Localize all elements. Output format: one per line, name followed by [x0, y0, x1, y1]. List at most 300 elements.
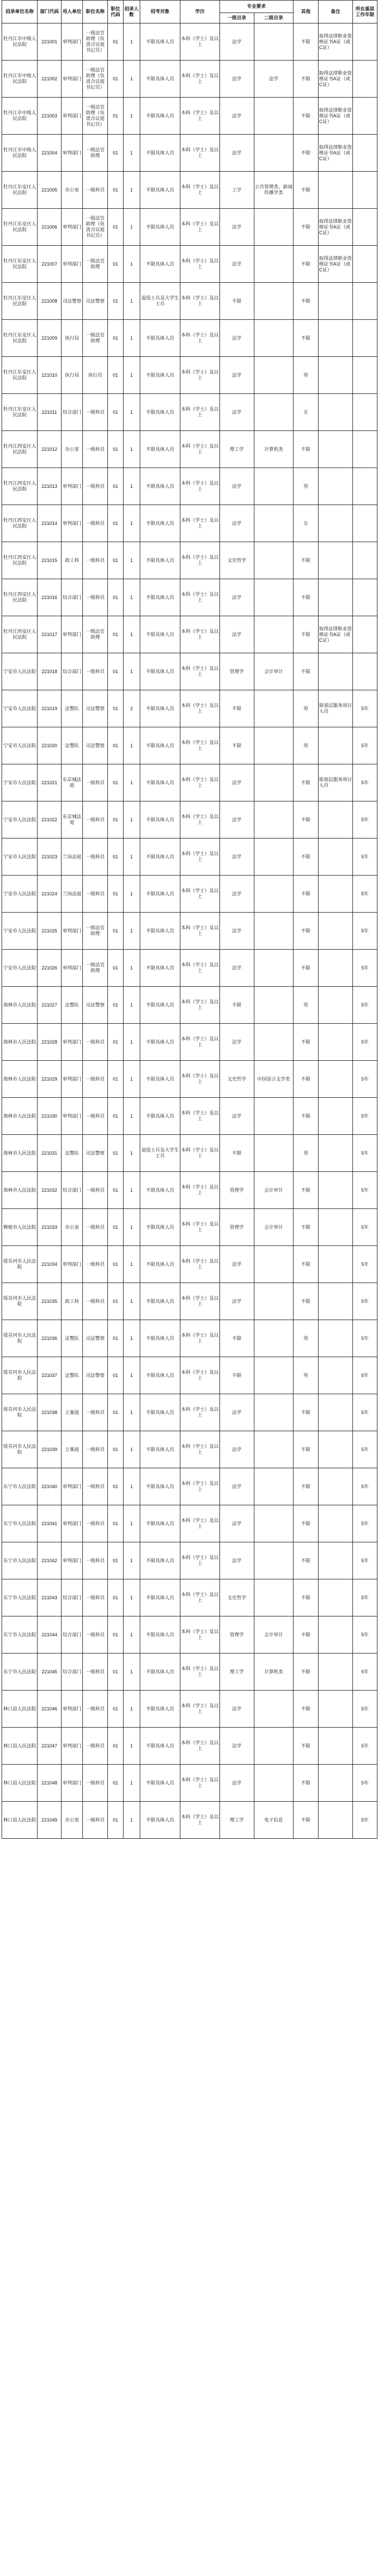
cell-edu: 本科（学士）及以上 [180, 135, 219, 172]
cell-unit: 东宁市人民法院 [2, 1654, 38, 1691]
cell-pos-code: 01 [108, 1394, 124, 1431]
cell-count: 1 [123, 1061, 140, 1098]
cell-other: 不限 [294, 1394, 319, 1431]
cell-major2 [254, 690, 293, 727]
cell-extra: 5年 [353, 1654, 377, 1691]
cell-extra [353, 135, 377, 172]
cell-other: 不限 [294, 320, 319, 357]
cell-major1: 法学 [219, 1283, 254, 1320]
table-body [2, 23, 377, 1839]
cell-major2 [254, 1728, 293, 1765]
cell-unit: 牡丹江西安区人民法院 [2, 468, 38, 505]
cell-other: 女 [294, 394, 319, 431]
table-row [2, 98, 377, 135]
cell-other: 不限 [294, 61, 319, 98]
cell-unit-code: 221040 [38, 1468, 62, 1505]
cell-unit-code: 221016 [38, 579, 62, 616]
cell-other: 男 [294, 357, 319, 394]
cell-pos: 一级科员 [83, 1654, 108, 1691]
cell-unit-code: 221010 [38, 357, 62, 394]
cell-unit-code: 221025 [38, 913, 62, 950]
cell-org: 审判部门 [62, 1691, 83, 1728]
cell-major1: 法学 [219, 1394, 254, 1431]
cell-major2: 会计审计 [254, 1172, 293, 1209]
cell-extra: 5年 [353, 1283, 377, 1320]
cell-org: 办公室 [62, 431, 83, 468]
cell-unit: 牡丹江东安区人民法院 [2, 283, 38, 320]
cell-edu: 本科（学士）及以上 [180, 1098, 219, 1135]
cell-pos-code: 01 [108, 431, 124, 468]
cell-pos: 一级法官助理（负责合议庭书记员） [83, 98, 108, 135]
cell-major1: 法学 [219, 505, 254, 542]
cell-note [318, 1320, 352, 1357]
cell-pos-code: 01 [108, 1135, 124, 1172]
cell-extra: 5年 [353, 1431, 377, 1468]
cell-count: 1 [123, 320, 140, 357]
cell-edu: 本科（学士）及以上 [180, 468, 219, 505]
cell-target: 不限具体人员 [140, 1357, 180, 1394]
cell-note: 限基层服务项目人员 [318, 764, 352, 801]
cell-major1: 管理学 [219, 1172, 254, 1209]
cell-major2: 会计审计 [254, 1616, 293, 1654]
cell-pos: 一级科员 [83, 1283, 108, 1320]
cell-note: 取得法律职业资格证书A证（或C证） [318, 135, 352, 172]
cell-unit-code: 221042 [38, 1542, 62, 1579]
cell-major2 [254, 1394, 293, 1431]
cell-target: 不限具体人员 [140, 61, 180, 98]
cell-target: 不限具体人员 [140, 320, 180, 357]
cell-major1: 法学 [219, 579, 254, 616]
cell-pos-code: 01 [108, 98, 124, 135]
table-row [2, 505, 377, 542]
cell-extra: 5年 [353, 1320, 377, 1357]
cell-pos-code: 01 [108, 987, 124, 1024]
cell-edu: 本科（学士）及以上 [180, 1579, 219, 1616]
cell-org: 审判部门 [62, 1098, 83, 1135]
cell-edu: 本科（学士）及以上 [180, 1246, 219, 1283]
cell-pos: 一级科员 [83, 394, 108, 431]
cell-note [318, 950, 352, 987]
cell-pos: 一级科员 [83, 1802, 108, 1839]
cell-target: 不限具体人员 [140, 1654, 180, 1691]
cell-edu: 本科（学士）及以上 [180, 1654, 219, 1691]
cell-target: 不限具体人员 [140, 1283, 180, 1320]
cell-pos-code: 01 [108, 1654, 124, 1691]
cell-edu: 本科（学士）及以上 [180, 1283, 219, 1320]
cell-unit: 宁安市人民法院 [2, 727, 38, 764]
cell-extra: 5年 [353, 913, 377, 950]
table-row [2, 690, 377, 727]
cell-pos-code: 01 [108, 913, 124, 950]
cell-note [318, 838, 352, 876]
cell-major2 [254, 98, 293, 135]
cell-extra [353, 394, 377, 431]
cell-extra: 5年 [353, 1691, 377, 1728]
cell-edu: 本科（学士）及以上 [180, 357, 219, 394]
cell-org: 审判部门 [62, 1505, 83, 1542]
cell-target: 不限具体人员 [140, 950, 180, 987]
cell-extra [353, 246, 377, 283]
cell-major1: 法学 [219, 1765, 254, 1802]
job-table [2, 0, 377, 1839]
cell-unit-code: 221048 [38, 1765, 62, 1802]
cell-target: 不限具体人员 [140, 1616, 180, 1654]
cell-pos-code: 01 [108, 394, 124, 431]
cell-unit-code: 221020 [38, 727, 62, 764]
cell-org: 审判部门 [62, 1728, 83, 1765]
cell-other: 不限 [294, 209, 319, 246]
cell-pos: 司法警察 [83, 690, 108, 727]
cell-target: 不限具体人员 [140, 1061, 180, 1098]
cell-pos-code: 01 [108, 135, 124, 172]
cell-pos: 一级科员 [83, 1098, 108, 1135]
cell-other: 不限 [294, 1579, 319, 1616]
cell-target: 不限具体人员 [140, 23, 180, 61]
cell-note [318, 579, 352, 616]
cell-note [318, 172, 352, 209]
cell-target: 不限具体人员 [140, 1468, 180, 1505]
cell-other: 不限 [294, 246, 319, 283]
cell-note [318, 1394, 352, 1431]
cell-major2: 会计审计 [254, 1209, 293, 1246]
cell-edu: 本科（学士）及以上 [180, 1431, 219, 1468]
cell-target: 不限具体人员 [140, 913, 180, 950]
cell-pos: 一级科员 [83, 801, 108, 838]
cell-pos: 一级科员 [83, 1394, 108, 1431]
cell-org: 政工科 [62, 1283, 83, 1320]
cell-pos: 一级科员 [83, 172, 108, 209]
cell-note [318, 913, 352, 950]
cell-major1: 理工学 [219, 1654, 254, 1691]
cell-major1: 法学 [219, 1728, 254, 1765]
cell-pos: 司法警察 [83, 1357, 108, 1394]
table-row [2, 1246, 377, 1283]
cell-other: 不限 [294, 23, 319, 61]
cell-target: 不限具体人员 [140, 394, 180, 431]
cell-major1: 不限 [219, 1135, 254, 1172]
cell-unit: 海林市人民法院 [2, 987, 38, 1024]
cell-other: 不限 [294, 431, 319, 468]
cell-major1: 法学 [219, 1542, 254, 1579]
table-row [2, 1468, 377, 1505]
cell-count: 1 [123, 1468, 140, 1505]
cell-pos-code: 01 [108, 1431, 124, 1468]
cell-edu: 本科（学士）及以上 [180, 690, 219, 727]
cell-unit: 海林市人民法院 [2, 1172, 38, 1209]
cell-note [318, 1246, 352, 1283]
cell-org: 办公室 [62, 172, 83, 209]
cell-unit: 牡丹江市中级人民法院 [2, 61, 38, 98]
cell-major2 [254, 1468, 293, 1505]
cell-major1: 法学 [219, 246, 254, 283]
cell-note [318, 505, 352, 542]
cell-pos-code: 01 [108, 61, 124, 98]
cell-unit: 林口县人民法院 [2, 1728, 38, 1765]
cell-org: 法警队 [62, 1135, 83, 1172]
cell-major2 [254, 1579, 293, 1616]
cell-pos-code: 01 [108, 1061, 124, 1098]
cell-unit-code: 221035 [38, 1283, 62, 1320]
cell-target: 不限具体人员 [140, 468, 180, 505]
cell-extra: 5年 [353, 690, 377, 727]
cell-pos-code: 01 [108, 246, 124, 283]
cell-org: 审判部门 [62, 913, 83, 950]
cell-org: 综合部门 [62, 394, 83, 431]
cell-edu: 本科（学士）及以上 [180, 1468, 219, 1505]
cell-target: 不限具体人员 [140, 431, 180, 468]
cell-major2 [254, 1505, 293, 1542]
cell-org: 审判部门 [62, 1765, 83, 1802]
cell-edu: 本科（学士）及以上 [180, 1765, 219, 1802]
cell-other: 不限 [294, 1468, 319, 1505]
cell-major2 [254, 1320, 293, 1357]
cell-pos: 一级科员 [83, 1172, 108, 1209]
cell-note [318, 1616, 352, 1654]
cell-extra: 5年 [353, 876, 377, 913]
cell-target: 不限具体人员 [140, 579, 180, 616]
cell-pos: 一级科员 [83, 1209, 108, 1246]
cell-unit-code: 221017 [38, 616, 62, 653]
cell-edu: 本科（学士）及以上 [180, 431, 219, 468]
cell-unit-code: 221049 [38, 1802, 62, 1839]
cell-pos: 司法警察 [83, 1135, 108, 1172]
cell-edu: 本科（学士）及以上 [180, 1024, 219, 1061]
cell-unit: 宁安市人民法院 [2, 950, 38, 987]
table-row [2, 1098, 377, 1135]
cell-unit-code: 221023 [38, 838, 62, 876]
cell-extra: 5年 [353, 1468, 377, 1505]
cell-major1: 法学 [219, 61, 254, 98]
cell-pos-code: 01 [108, 1246, 124, 1283]
cell-major2 [254, 1542, 293, 1579]
cell-major2 [254, 542, 293, 579]
cell-org: 审判部门 [62, 505, 83, 542]
cell-extra: 5年 [353, 764, 377, 801]
table-row [2, 1616, 377, 1654]
cell-org: 东京城法庭 [62, 801, 83, 838]
cell-major1: 法学 [219, 838, 254, 876]
cell-other: 不限 [294, 1728, 319, 1765]
cell-pos-code: 01 [108, 1320, 124, 1357]
cell-count: 1 [123, 505, 140, 542]
cell-pos-code: 01 [108, 1209, 124, 1246]
cell-note: 取得法律职业资格证书A证（或C证） [318, 209, 352, 246]
cell-major1: 法学 [219, 209, 254, 246]
cell-unit-code: 221027 [38, 987, 62, 1024]
cell-count: 1 [123, 801, 140, 838]
cell-other: 不限 [294, 653, 319, 690]
cell-major1: 不限 [219, 283, 254, 320]
cell-note: 取得法律职业资格证书A证（或C证） [318, 23, 352, 61]
cell-edu: 本科（学士）及以上 [180, 505, 219, 542]
cell-unit: 绥芬河市人民法院 [2, 1246, 38, 1283]
cell-unit-code: 221024 [38, 876, 62, 913]
cell-unit: 绥芬河市人民法院 [2, 1357, 38, 1394]
cell-major1: 法学 [219, 801, 254, 838]
cell-org: 政工科 [62, 542, 83, 579]
cell-major1: 工学 [219, 172, 254, 209]
cell-major2 [254, 505, 293, 542]
cell-major2 [254, 1283, 293, 1320]
cell-extra [353, 431, 377, 468]
cell-org: 法警队 [62, 727, 83, 764]
cell-org: 办公室 [62, 1802, 83, 1839]
cell-pos-code: 01 [108, 1765, 124, 1802]
cell-org: 审判部门 [62, 1542, 83, 1579]
cell-pos-code: 01 [108, 542, 124, 579]
cell-unit: 牡丹江东安区人民法院 [2, 394, 38, 431]
cell-unit: 牡丹江市中级人民法院 [2, 135, 38, 172]
cell-count: 1 [123, 1246, 140, 1283]
cell-edu: 本科（学士）及以上 [180, 1209, 219, 1246]
cell-other: 不限 [294, 542, 319, 579]
table-row [2, 1394, 377, 1431]
cell-pos: 一级科员 [83, 1246, 108, 1283]
cell-pos-code: 01 [108, 1802, 124, 1839]
cell-pos: 执行员 [83, 357, 108, 394]
cell-pos-code: 01 [108, 1542, 124, 1579]
cell-extra: 5年 [353, 1394, 377, 1431]
cell-extra: 5年 [353, 1802, 377, 1839]
cell-extra: 5年 [353, 1505, 377, 1542]
cell-extra: 5年 [353, 1098, 377, 1135]
table-row [2, 801, 377, 838]
cell-target: 不限具体人员 [140, 1320, 180, 1357]
cell-target: 不限具体人员 [140, 1246, 180, 1283]
cell-major1: 理工学 [219, 1802, 254, 1839]
cell-org: 审判部门 [62, 246, 83, 283]
cell-edu: 本科（学士）及以上 [180, 209, 219, 246]
cell-target: 不限具体人员 [140, 1024, 180, 1061]
cell-edu: 本科（学士）及以上 [180, 1802, 219, 1839]
cell-pos-code: 01 [108, 690, 124, 727]
col-note: 备注 [318, 1, 352, 23]
cell-pos-code: 01 [108, 1024, 124, 1061]
cell-unit: 东宁市人民法院 [2, 1505, 38, 1542]
cell-note: 取得法律职业资格证书A证（或C证） [318, 616, 352, 653]
cell-major1: 管理学 [219, 653, 254, 690]
cell-org: 执行局 [62, 320, 83, 357]
cell-note: 取得法律职业资格证书A证（或C证） [318, 98, 352, 135]
cell-major2 [254, 764, 293, 801]
cell-edu: 本科（学士）及以上 [180, 1505, 219, 1542]
table-row [2, 838, 377, 876]
cell-other: 不限 [294, 1654, 319, 1691]
cell-count: 1 [123, 950, 140, 987]
table-row [2, 283, 377, 320]
cell-note [318, 1357, 352, 1394]
table-row [2, 950, 377, 987]
cell-other: 不限 [294, 616, 319, 653]
cell-unit-code: 221009 [38, 320, 62, 357]
cell-target: 不限具体人员 [140, 987, 180, 1024]
cell-edu: 本科（学士）及以上 [180, 61, 219, 98]
cell-note [318, 1579, 352, 1616]
cell-count: 1 [123, 616, 140, 653]
table-row [2, 172, 377, 209]
cell-major1: 法学 [219, 876, 254, 913]
cell-unit-code: 221045 [38, 1654, 62, 1691]
cell-note [318, 1505, 352, 1542]
cell-other: 不限 [294, 913, 319, 950]
cell-major1: 法学 [219, 468, 254, 505]
cell-count: 1 [123, 431, 140, 468]
cell-other: 不限 [294, 1765, 319, 1802]
cell-other: 不限 [294, 1024, 319, 1061]
cell-note [318, 1024, 352, 1061]
cell-count: 1 [123, 1431, 140, 1468]
cell-other: 不限 [294, 950, 319, 987]
cell-org: 兰岗法庭 [62, 838, 83, 876]
cell-count: 1 [123, 1135, 140, 1172]
cell-other: 不限 [294, 1246, 319, 1283]
cell-org: 兰岗法庭 [62, 876, 83, 913]
cell-pos: 一级科员 [83, 653, 108, 690]
cell-target: 不限具体人员 [140, 1579, 180, 1616]
cell-unit: 东宁市人民法院 [2, 1616, 38, 1654]
cell-extra [353, 209, 377, 246]
cell-unit: 东宁市人民法院 [2, 1579, 38, 1616]
cell-extra [353, 98, 377, 135]
cell-pos: 一级法官助理（负责合议庭书记员） [83, 61, 108, 98]
cell-other: 不限 [294, 838, 319, 876]
cell-other: 不限 [294, 1283, 319, 1320]
table-row [2, 727, 377, 764]
cell-note [318, 431, 352, 468]
cell-pos: 一级科员 [83, 1579, 108, 1616]
cell-pos: 一级科员 [83, 505, 108, 542]
cell-major1: 法学 [219, 394, 254, 431]
cell-unit-code: 221030 [38, 1098, 62, 1135]
table-row [2, 1802, 377, 1839]
cell-target: 不限具体人员 [140, 357, 180, 394]
cell-major1: 法学 [219, 1505, 254, 1542]
cell-target: 不限具体人员 [140, 542, 180, 579]
cell-other: 不限 [294, 579, 319, 616]
col-count: 招录人数 [123, 1, 140, 23]
cell-edu: 本科（学士）及以上 [180, 727, 219, 764]
cell-other: 不限 [294, 876, 319, 913]
header-row [2, 1, 377, 13]
cell-count: 1 [123, 1802, 140, 1839]
table-row [2, 1357, 377, 1394]
cell-major1: 法学 [219, 1024, 254, 1061]
cell-pos-code: 01 [108, 653, 124, 690]
cell-unit: 牡丹江西安区人民法院 [2, 542, 38, 579]
cell-count: 1 [123, 1172, 140, 1209]
cell-unit: 宁安市人民法院 [2, 801, 38, 838]
cell-extra: 5年 [353, 838, 377, 876]
cell-pos: 一级科员 [83, 1616, 108, 1654]
cell-count: 1 [123, 579, 140, 616]
cell-major2 [254, 135, 293, 172]
cell-count: 1 [123, 1505, 140, 1542]
table-row [2, 1431, 377, 1468]
cell-pos: 一级科员 [83, 1542, 108, 1579]
cell-note [318, 801, 352, 838]
cell-unit: 牡丹江西安区人民法院 [2, 505, 38, 542]
cell-major2 [254, 1135, 293, 1172]
cell-edu: 本科（学士）及以上 [180, 246, 219, 283]
table-row [2, 579, 377, 616]
cell-extra: 5年 [353, 801, 377, 838]
cell-pos: 一级科员 [83, 1505, 108, 1542]
cell-target: 不限具体人员 [140, 801, 180, 838]
cell-target: 不限具体人员 [140, 1098, 180, 1135]
cell-pos: 一级法官助理 [83, 320, 108, 357]
cell-count: 1 [123, 913, 140, 950]
cell-extra [353, 653, 377, 690]
